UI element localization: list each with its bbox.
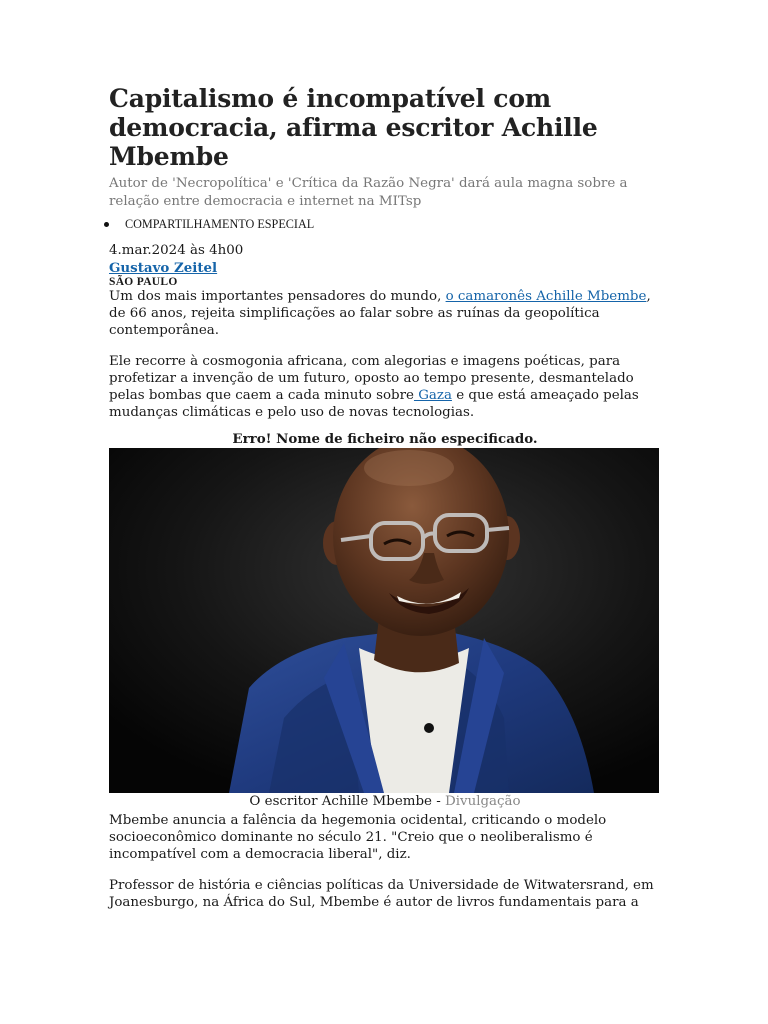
article-subtitle: Autor de 'Necropolítica' e 'Crítica da Razão Negra' dará aula magna sobre a relação entre democracia e internet na MITsp <box>109 176 628 209</box>
dateline-place: SÃO PAULO <box>109 276 178 288</box>
paragraph-text: Ele recorre à cosmogonia africana, com alegorias e imagens poéticas, para profetizar a invenção de um futuro, oposto ao tempo presente, desmantelado pelas bombas que caem a cada minuto sobre <box>109 354 634 403</box>
portrait-illustration <box>109 448 659 793</box>
image-error-message: Erro! Nome de ficheiro não especificado. <box>232 431 538 447</box>
author-photo <box>109 448 659 793</box>
paragraph-text: , de 66 anos, rejeita simplificações ao falar sobre as ruínas da geopolítica contemporânea. <box>109 289 651 338</box>
photo-credit: Divulgação <box>444 794 521 809</box>
author-link[interactable]: Gustavo Zeitel <box>109 260 218 276</box>
paragraph-1 <box>109 288 661 339</box>
caption-text: O escritor Achille Mbembe - <box>249 794 445 809</box>
paragraph-2 <box>109 353 661 421</box>
paragraph-text: Um dos mais importantes pensadores do mundo, <box>109 289 446 304</box>
article-title: Capitalismo é incompatível com democracia, afirma escritor Achille Mbembe <box>109 84 598 171</box>
paragraph-3: Mbembe anuncia a falência da hegemonia ocidental, criticando o modelo socioeconômico dominante no século 21. "Creio que o neoliberalismo é incompatível com a democracia liberal", diz. <box>109 813 607 862</box>
publish-date: 4.mar.2024 às 4h00 <box>109 243 244 258</box>
paragraph-text: e que está ameaçado pelas mudanças climáticas e pelo uso de novas tecnologias. <box>109 388 639 420</box>
tag-item: COMPARTILHAMENTO ESPECIAL <box>109 216 661 232</box>
article <box>109 84 661 911</box>
tag-list <box>109 216 661 232</box>
mbembe-link[interactable]: o camaronês Achille Mbembe <box>445 289 647 304</box>
photo-caption <box>109 793 661 810</box>
gaza-link[interactable]: Gaza <box>413 388 452 403</box>
paragraph-4: Professor de história e ciências políticas da Universidade de Witwatersrand, em Joanesburgo, na África do Sul, Mbembe é autor de livros fundamentais para a <box>109 878 654 910</box>
